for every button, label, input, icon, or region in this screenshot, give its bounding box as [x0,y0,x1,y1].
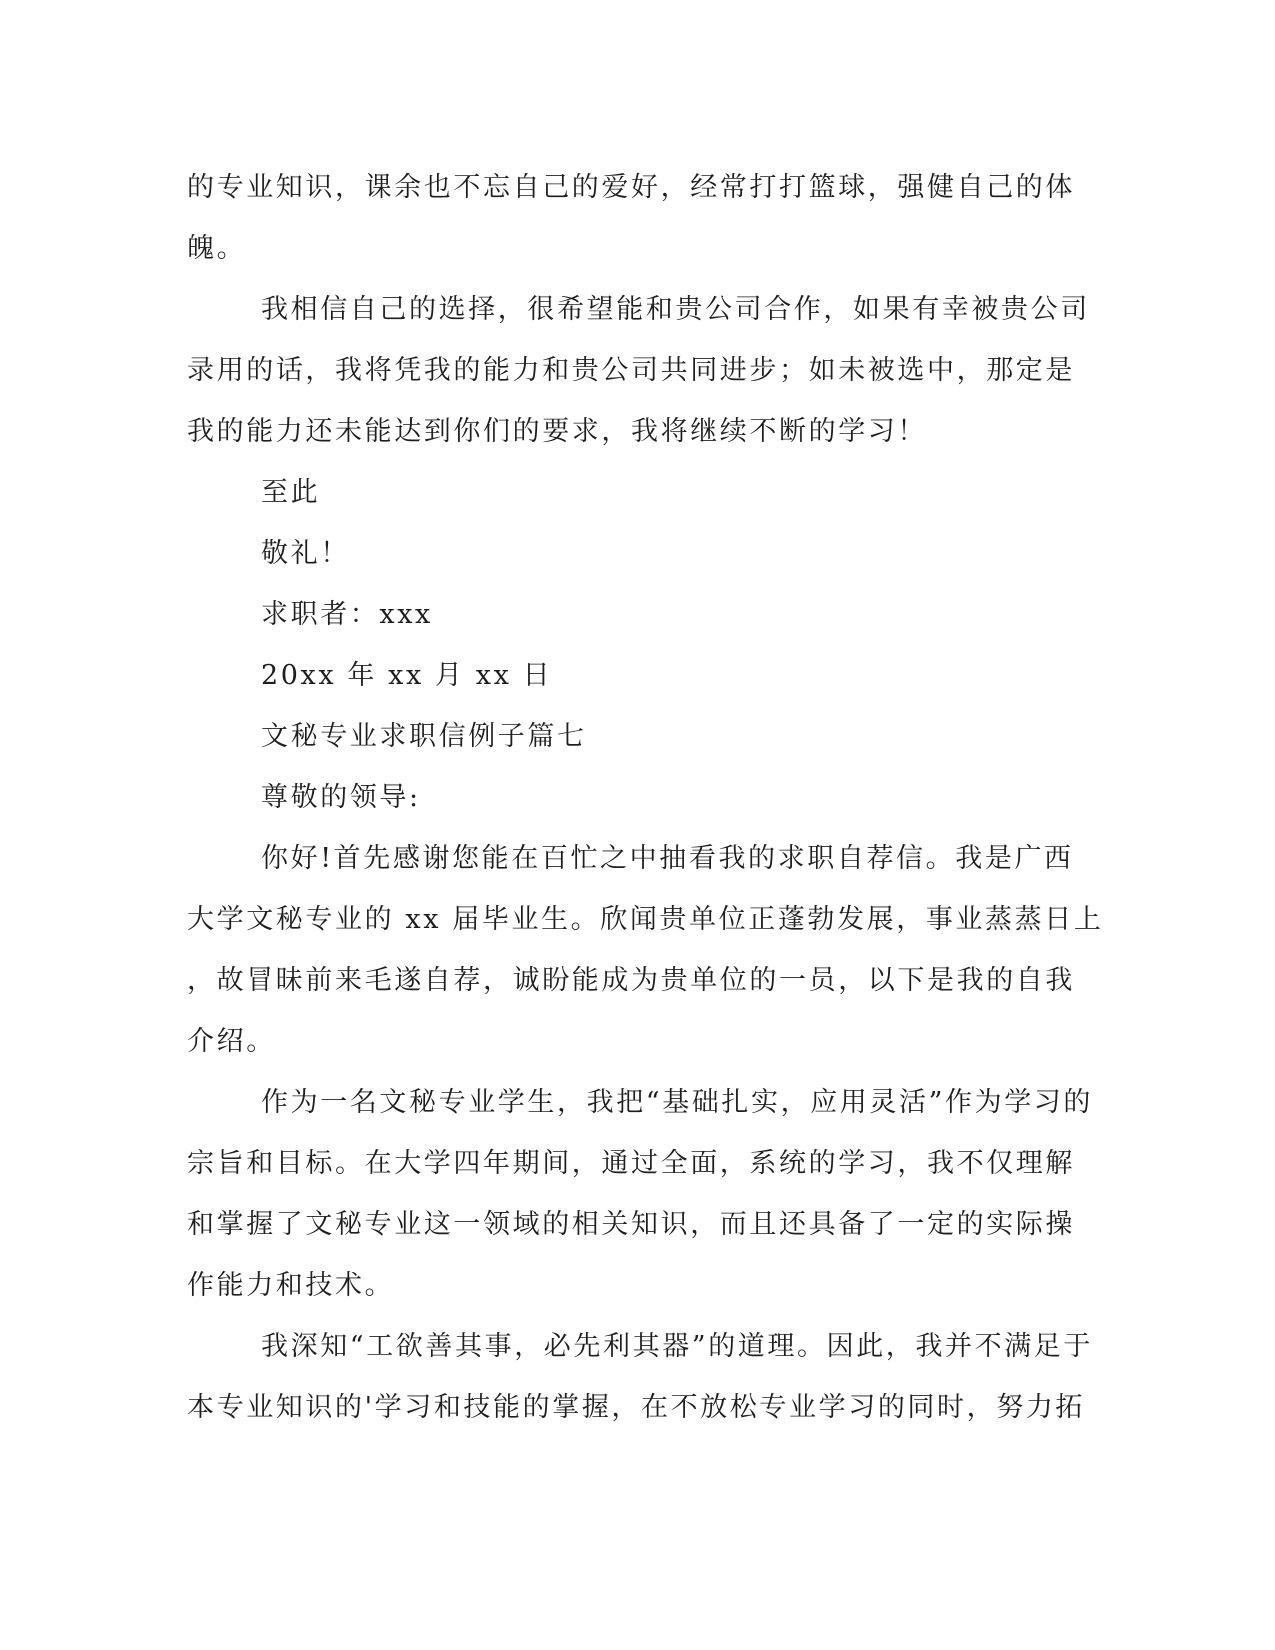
text-line: 我的能力还未能达到你们的要求，我将继续不断的学习！ [187,416,927,447]
text-line: 我深知“工欲善其事，必先利其器”的道理。因此，我并不满足于 [261,1331,1094,1362]
text-line: 介绍。 [187,1026,276,1057]
text-line: ，故冒昧前来毛遂自荐，诚盼能成为贵单位的一员，以下是我的自我 [187,965,1075,996]
text-line: 大学文秘专业的 xx 届毕业生。欣闻贵单位正蓬勃发展，事业蒸蒸日上 [187,904,1104,935]
text-line: 本专业知识的'学习和技能的掌握，在不放松专业学习的同时，努力拓 [187,1392,1086,1423]
text-line: 魄。 [187,233,247,264]
text-line: 作能力和技术。 [187,1270,395,1301]
greeting: 尊敬的领导: [261,782,421,813]
text-line: 作为一名文秘专业学生，我把“基础扎实，应用灵活”作为学习的 [261,1087,1094,1118]
salutation-closing: 敬礼！ [261,538,350,569]
text-line: 你好!首先感谢您能在百忙之中抽看我的求职自荐信。我是广西 [261,843,1074,874]
text-line: 和掌握了文秘专业这一领域的相关知识，而且还具备了一定的实际操 [187,1209,1075,1240]
letter-date: 20xx 年 xx 月 xx 日 [261,660,553,691]
text-line: 我相信自己的选择，很希望能和贵公司合作，如果有幸被贵公司 [261,294,1090,325]
closing-phrase: 至此 [261,477,321,508]
text-line: 的专业知识，课余也不忘自己的爱好，经常打打篮球，强健自己的体 [187,172,1075,203]
applicant-signature: 求职者：xxx [261,599,433,630]
section-heading: 文秘专业求职信例子篇七 [261,721,587,752]
text-line: 宗旨和目标。在大学四年期间，通过全面，系统的学习，我不仅理解 [187,1148,1075,1179]
letter-body [187,157,1104,1438]
text-line: 录用的话，我将凭我的能力和贵公司共同进步；如未被选中，那定是 [187,355,1075,386]
